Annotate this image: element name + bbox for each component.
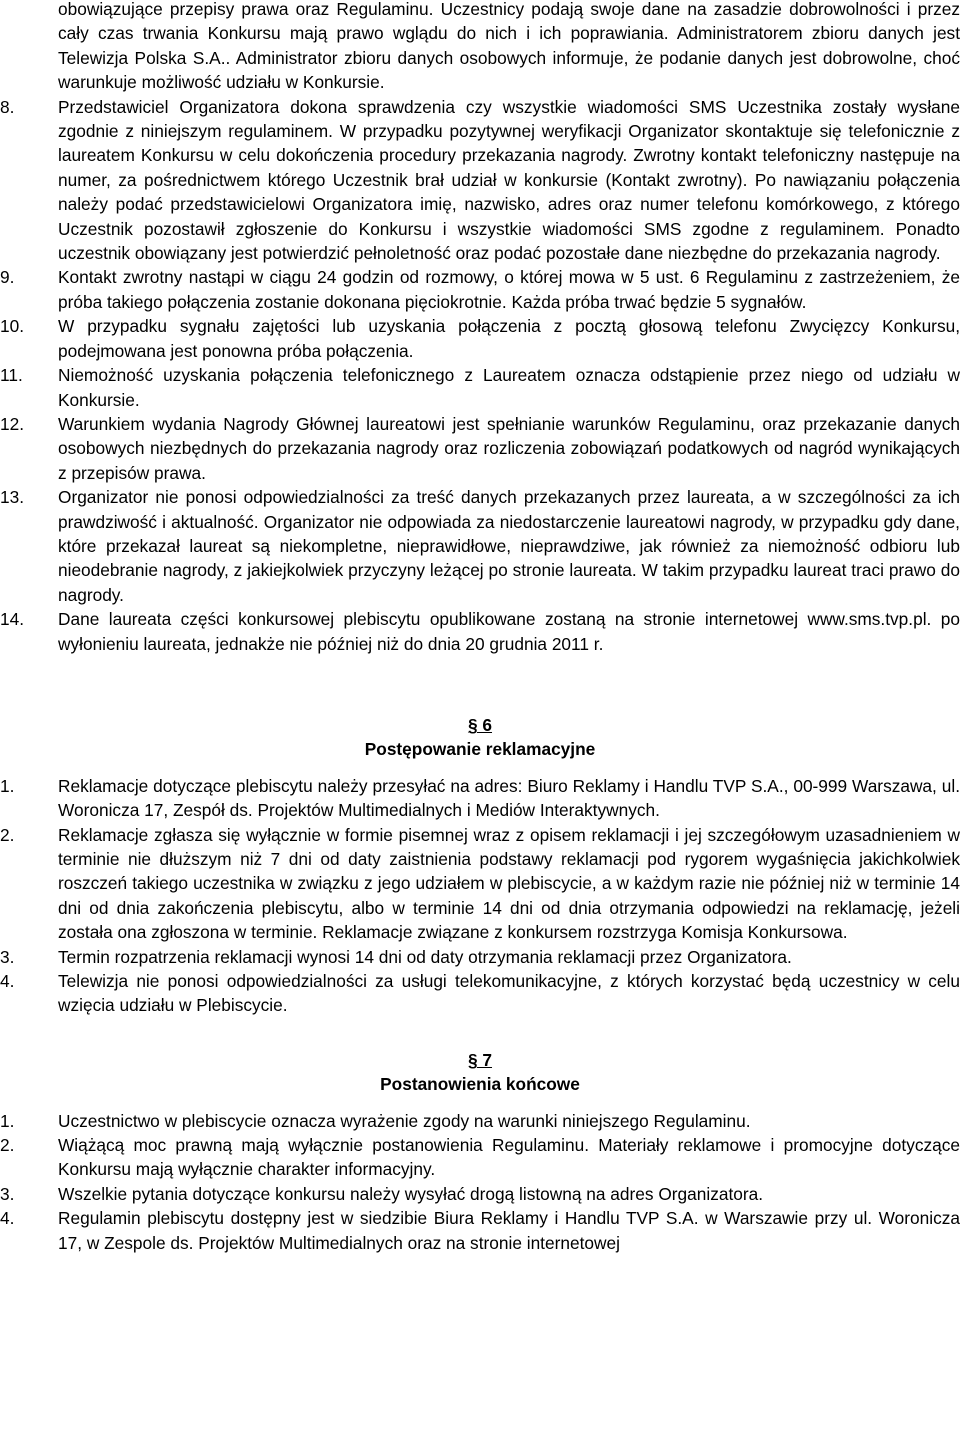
item-number: 12. (0, 413, 25, 434)
item-number: 11. (0, 365, 23, 386)
item-number: 3. (0, 946, 15, 967)
list-item (0, 774, 960, 823)
item-text: Wiążącą moc prawną mają wyłącznie postanowienia Regulaminu. Materiały reklamowe i promocyjne dotyczące Konkursu mają wyłącznie charakter informacyjny. (58, 1135, 960, 1180)
list-item (0, 314, 960, 363)
item-number: 10. (0, 316, 25, 337)
item-number: 13. (0, 487, 25, 508)
item-number: 9. (0, 267, 15, 288)
item-number: 4. (0, 1208, 15, 1229)
section-heading (0, 713, 960, 762)
section-number: § 7 (467, 1049, 493, 1070)
item-text: Telewizja nie ponosi odpowiedzialności za usługi telekomunikacyjne, z których korzystać będą uczestnicy w celu wzięcia udziału w Plebiscycie. (58, 971, 960, 1016)
item-number: 1. (0, 775, 15, 796)
item-text: Wszelkie pytania dotyczące konkursu należy wysyłać drogą listowną na adres Organizatora. (58, 1183, 764, 1204)
item-text: Regulamin plebiscytu dostępny jest w siedzibie Biura Reklamy i Handlu TVP S.A. w Warszawie przy ul. Woronicza 17, w Zespole ds. Projektów Multimedialnych oraz na stronie internetowej (58, 1208, 960, 1253)
item-text: Uczestnictwo w plebiscycie oznacza wyrażenie zgody na warunki niniejszego Regulaminu. (58, 1110, 751, 1131)
section-title: Postępowanie reklamacyjne (364, 739, 596, 760)
item-text: Organizator nie ponosi odpowiedzialności za treść danych przekazanych przez laureata, a w szczególności za ich prawdziwość i aktualność. Organizator nie odpowiada za niedostarczenie laureatowi nagrody, w przypadku gdy dane, które przekazał laureat są niekompletne, nieprawidłowe, nieprawdziwe, jak również za niemożność odbioru lub nieodebranie nagrody, z jakiejkolwiek przyczyny leżącej po stronie laureata. W takim przypadku laureat traci prawo do nagrody. (58, 487, 960, 605)
item-text: Dane laureata części konkursowej plebiscytu opublikowane zostaną na stronie internetowej www.sms.tvp.pl. po wyłonieniu laureata, jednakże nie później niż do dnia 20 grudnia 2011 r. (58, 609, 960, 654)
section-heading (0, 1048, 960, 1097)
item-text: Reklamacje zgłasza się wyłącznie w formie pisemnej wraz z opisem reklamacji i jej szczegółowym uzasadnieniem w terminie nie dłuższym niż 7 dni od daty zaistnienia podstawy reklamacji pod rygorem wygaśnięcia jakichkolwiek roszczeń takiego uczestnika w związku z jego udziałem w plebiscycie, a w każdym razie nie później niż w terminie 14 dni od dnia zakończenia plebiscytu, albo w terminie 14 dni od dnia otrzymania odpowiedzi na reklamację, jeżeli została ona zgłoszona w terminie. Reklamacje związane z konkursem rozstrzyga Komisja Konkursowa. (58, 824, 960, 943)
list-item (0, 412, 960, 485)
list-item (0, 485, 960, 607)
item-text: Przedstawiciel Organizatora dokona sprawdzenia czy wszystkie wiadomości SMS Uczestnika zostały wysłane zgodnie z niniejszym regulaminem. W przypadku pozytywnej weryfikacji Organizator skontaktuje się telefonicznie z laureatem Konkursu w celu dokończenia procedury przekazania nagrody. Zwrotny kontakt telefoniczny następuje na numer, za pośrednictwem którego Uczestnik brał udział w konkursie (Kontakt zwrotny). Po nawiązaniu połączenia należy podać przedstawicielowi Organizatora imię, nazwisko, adres oraz numer telefonu komórkowego, z którego Uczestnik pozostawił zgłoszenie do Konkursu i wszystkie wiadomości SMS zgodne z regulaminem. Ponadto uczestnik obowiązany jest potwierdzić pełnoletność oraz podać pozostałe dane niezbędne do przekazania nagrody. (58, 96, 960, 264)
item-number: 3. (0, 1183, 15, 1204)
list-item (0, 1182, 960, 1206)
section-title: Postanowienia końcowe (380, 1074, 580, 1095)
item-text: Reklamacje dotyczące plebiscytu należy przesyłać na adres: Biuro Reklamy i Handlu TVP S.A., 00-999 Warszawa, ul. Woronicza 17, Zespół ds. Projektów Multimedialnych i Mediów Interaktywnych. (58, 775, 960, 821)
section6-list (0, 774, 960, 1018)
item-text: Warunkiem wydania Nagrody Głównej laureatowi jest spełnianie warunków Regulaminu, oraz przekazanie danych osobowych niezbędnych do przekazania nagrody oraz rozliczenia zobowiązań podatkowych od nagród wynikających z przepisów prawa. (58, 413, 960, 483)
item-number: 8. (0, 96, 15, 117)
list-item (0, 969, 960, 1018)
list-item (0, 823, 960, 945)
list-item (0, 607, 960, 656)
list-item (0, 1133, 960, 1182)
list-item (0, 363, 960, 412)
list-item (0, 945, 960, 969)
section-number: § 6 (467, 714, 493, 735)
item-number: 1. (0, 1110, 15, 1131)
item-text: W przypadku sygnału zajętości lub uzyskania połączenia z pocztą głosową telefonu Zwycięzcy Konkursu, podejmowana jest ponowna próba połączenia. (58, 316, 960, 361)
item-number: 14. (0, 609, 25, 630)
list-item (0, 265, 960, 314)
item-number: 4. (0, 971, 15, 992)
item-number: 2. (0, 824, 15, 845)
section5-list (0, 95, 960, 656)
list-item (0, 1109, 960, 1133)
intro-paragraph: obowiązujące przepisy prawa oraz Regulaminu. Uczestnicy podają swoje dane na zasadzie dobrowolności i przez cały czas trwania Konkursu mają prawo wglądu do nich i ich poprawiania. Administratorem zbioru danych jest Telewizja Polska S.A.. Administrator zbioru danych osobowych informuje, że podanie danych jest dobrowolne, choć warunkuje możliwość udziału w Konkursie. (58, 0, 960, 93)
item-number: 2. (0, 1135, 15, 1156)
item-text: Termin rozpatrzenia reklamacji wynosi 14 dni od daty otrzymania reklamacji przez Organizatora. (58, 946, 792, 967)
spacer (0, 762, 960, 774)
list-item (0, 95, 960, 266)
spacer (0, 1097, 960, 1109)
list-item (0, 1206, 960, 1255)
spacer (0, 656, 960, 713)
item-text: Niemożność uzyskania połączenia telefonicznego z Laureatem oznacza odstąpienie przez niego od udziału w Konkursie. (58, 365, 960, 410)
item-text: Kontakt zwrotny nastąpi w ciągu 24 godzin od rozmowy, o której mowa w 5 ust. 6 Regulaminu z zastrzeżeniem, że próba takiego połączenia zostanie dokonana pięciokrotnie. Każda próba trwać będzie 5 sygnałów. (58, 267, 960, 312)
spacer (0, 1018, 960, 1048)
section7-list (0, 1109, 960, 1255)
